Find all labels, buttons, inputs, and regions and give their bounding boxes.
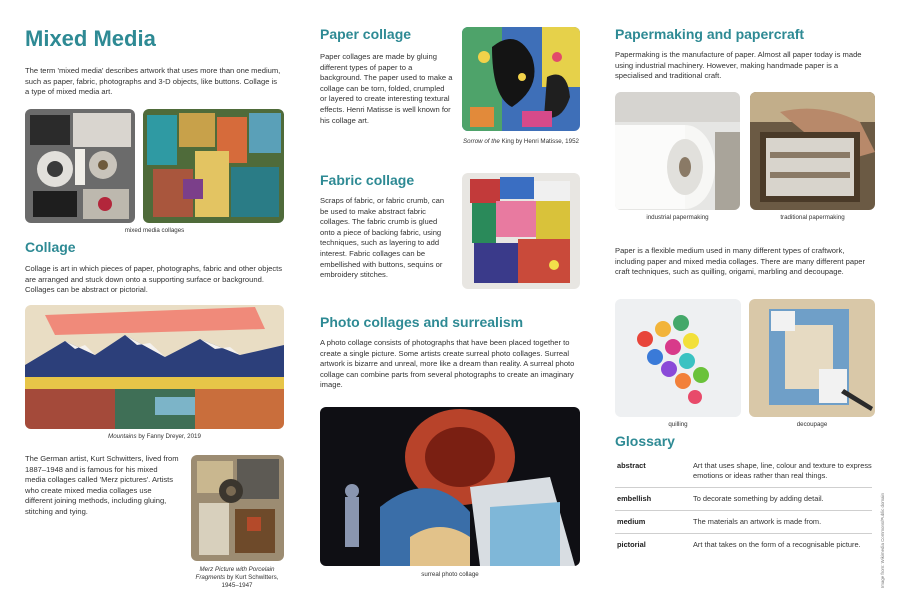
- decoupage-caption: decoupage: [796, 421, 828, 428]
- matisse-image: [462, 27, 580, 131]
- mixed-media-caption: mixed media collages: [124, 227, 185, 234]
- mountains-image: [25, 305, 284, 429]
- glossary-row: [615, 488, 872, 511]
- matisse-caption-rest: King by Henri Matisse, 1952: [499, 138, 579, 145]
- merz-caption-title: Merz Picture with Porcelain Fragments: [195, 566, 275, 581]
- quilling-caption: quilling: [668, 421, 688, 428]
- papermaking-text: Papermaking is the manufacture of paper. Almost all paper today is made using industrial machinery. However, making handmade paper is a specialised and traditional craft.: [615, 50, 862, 81]
- glossary-definition: Art that takes on the form of a recognisable picture.: [693, 534, 872, 557]
- glossary-table: [615, 455, 872, 556]
- collage-heading: Collage: [25, 239, 76, 255]
- glossary-row: [615, 511, 872, 534]
- surreal-photo-collage-image: [320, 407, 580, 566]
- papermaking-heading: Papermaking and papercraft: [615, 26, 805, 42]
- merz-caption-rest: by Kurt Schwitters, 1945–1947: [221, 574, 279, 589]
- image-credit: [880, 440, 890, 589]
- traditional-caption: traditional papermaking: [780, 214, 845, 221]
- glossary-term: embellish: [615, 488, 693, 511]
- mountains-caption-rest: by Fanny Dreyer, 2019: [136, 433, 201, 440]
- merz-picture-image: [191, 455, 284, 561]
- mixed-media-collage-image-2: [143, 109, 284, 223]
- fabric-collage-heading: Fabric collage: [320, 172, 415, 188]
- mountains-caption-title: Mountains: [108, 433, 137, 440]
- mixed-media-collage-image-1: [25, 109, 135, 223]
- merz-caption: [188, 566, 286, 589]
- industrial-papermaking-image: [615, 92, 740, 210]
- glossary-definition: Art that uses shape, line, colour and texture to express emotions or ideas rather than real things.: [693, 461, 872, 480]
- mountains-caption: [25, 433, 284, 441]
- page-title: Mixed Media: [25, 26, 156, 51]
- glossary-heading: Glossary: [615, 433, 675, 449]
- matisse-caption: [458, 138, 584, 146]
- paper-collage-heading: Paper collage: [320, 26, 412, 42]
- traditional-papermaking-image: [750, 92, 875, 210]
- papercraft-text: Paper is a flexible medium used in many different types of craftwork, including paper and mixed media collages. There are many different paper craft techniques, such as quilling, origami, marbling and decoupage.: [615, 246, 866, 277]
- photo-collage-heading: Photo collages and surrealism: [320, 314, 524, 330]
- glossary-row: [615, 455, 872, 488]
- glossary-definition: To decorate something by adding detail.: [693, 488, 872, 511]
- quilling-image: [615, 299, 741, 417]
- schwitters-text: The German artist, Kurt Schwitters, lived from 1887–1948 and is famous for his mixed media collages called 'Merz pictures'. Artists who create mixed media collages use different joining methods, including gluing, stitching and tying.: [25, 454, 179, 516]
- glossary-term: medium: [615, 511, 693, 534]
- fabric-collage-image: [462, 173, 580, 289]
- collage-text: Collage is art in which pieces of paper, photographs, fabric and other objects are arranged and stuck down onto a supporting surface or background. Collages can be abstract or pictorial.: [25, 264, 283, 295]
- photo-collage-caption: surreal photo collage: [421, 571, 479, 578]
- decoupage-image: [749, 299, 875, 417]
- fabric-collage-text: Scraps of fabric, or fabric crumb, can be used to make abstract fabric collages. The fabric crumb is glued onto a piece of backing fabric, using techniques, such as layering to add interest. Fabric collages can be embellished with buttons, sequins or embroidery stitches.: [320, 196, 445, 280]
- photo-collage-text: A photo collage consists of photographs that have been placed together to create a single picture. Some artists create surreal photo collages. Surreal artwork is bizarre and unreal, more like a dream than reality. A surreal photo collage can combine parts from several photographs to create an imaginary image.: [320, 338, 575, 390]
- industrial-caption: industrial papermaking: [646, 214, 709, 221]
- glossary-term: abstract: [617, 461, 646, 470]
- image-credit-text: Image from: Wikimedia Commons/Public domain: [880, 493, 885, 588]
- matisse-caption-title: Sorrow of the: [463, 138, 500, 145]
- paper-collage-text: Paper collages are made by gluing different types of paper to a background. The paper used to make a collage can be torn, folded, crumpled or layered to create interesting textural effects. Henri Matisse is well known for his collage art.: [320, 52, 453, 125]
- glossary-row: [615, 534, 872, 557]
- intro-text: The term 'mixed media' describes artwork that uses more than one medium, such as paper, fabric, photographs and 3-D objects, like buttons. Collage is a type of mixed media art.: [25, 66, 281, 97]
- glossary-term: pictorial: [615, 534, 693, 557]
- glossary-definition: The materials an artwork is made from.: [693, 511, 872, 534]
